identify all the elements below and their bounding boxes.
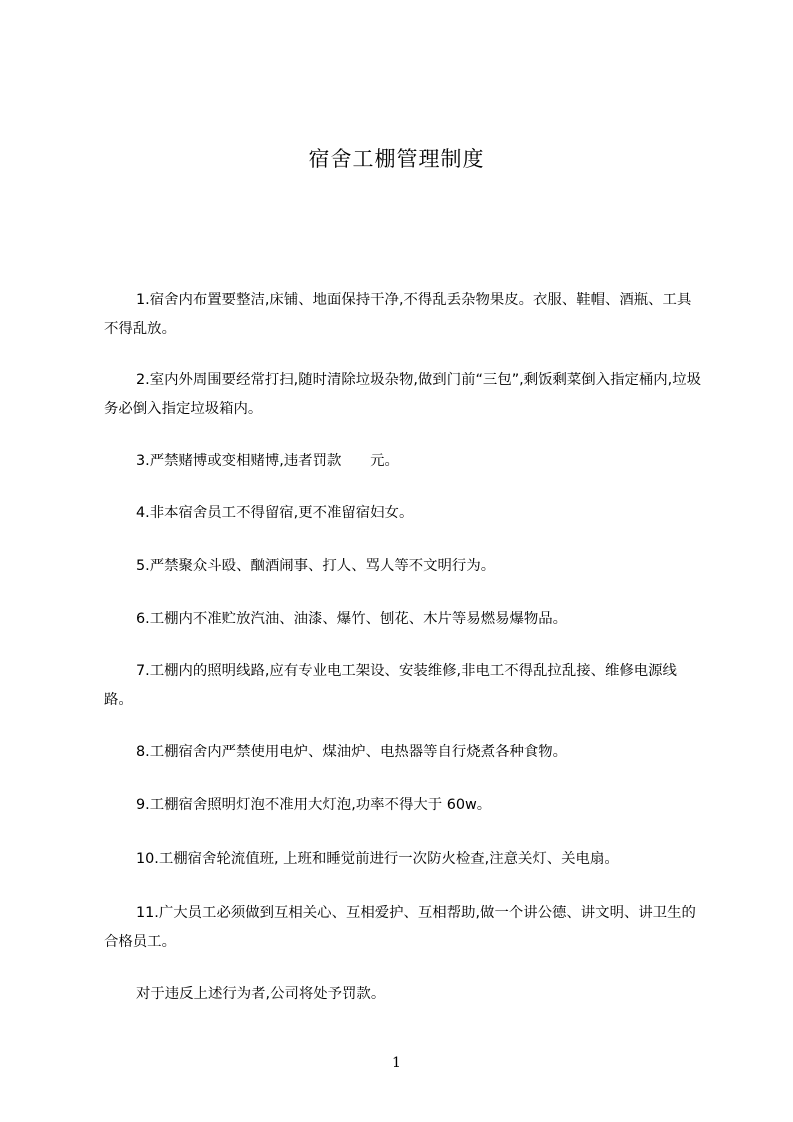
- rule-9: 9.工棚宿舍照明灯泡不准用大灯泡,功率不得大于 60w。: [136, 797, 492, 813]
- rule-1: 1.宿舍内布置要整洁,床铺、地面保持干净,不得乱丢杂物果皮。衣服、鞋帽、酒瓶、工具不得乱放。: [104, 292, 692, 337]
- rule-3: 3.严禁赌博或变相赌博,违者罚款 元。: [136, 453, 399, 469]
- document-title: 宿舍工棚管理制度: [308, 147, 485, 171]
- rule-7: 7.工棚内的照明线路,应有专业电工架设、安装维修,非电工不得乱拉乱接、维修电源线路。: [104, 663, 677, 708]
- rule-8: 8.工棚宿舍内严禁使用电炉、煤油炉、电热器等自行烧煮各种食物。: [136, 744, 568, 760]
- rule-10: 10.工棚宿舍轮流值班, 上班和睡觉前进行一次防火检查,注意关灯、关电扇。: [136, 851, 619, 867]
- rule-6: 6.工棚内不准贮放汽油、油漆、爆竹、刨花、木片等易燃易爆物品。: [136, 611, 568, 627]
- page-number: 1: [392, 1055, 401, 1071]
- rule-11: 11.广大员工必须做到互相关心、互相爱护、互相帮助,做一个讲公德、讲文明、讲卫生的合格员工。: [104, 905, 696, 950]
- closing-statement: 对于违反上述行为者,公司将处予罚款。: [136, 986, 386, 1002]
- rule-2: 2.室内外周围要经常打扫,随时清除垃圾杂物,做到门前“三包”,剩饭剩菜倒入指定桶内,垃圾务必倒入指定垃圾箱内。: [104, 372, 702, 417]
- rule-5: 5.严禁聚众斗殴、酗酒闹事、打人、骂人等不文明行为。: [136, 558, 496, 574]
- rule-4: 4.非本宿舍员工不得留宿,更不准留宿妇女。: [136, 505, 414, 521]
